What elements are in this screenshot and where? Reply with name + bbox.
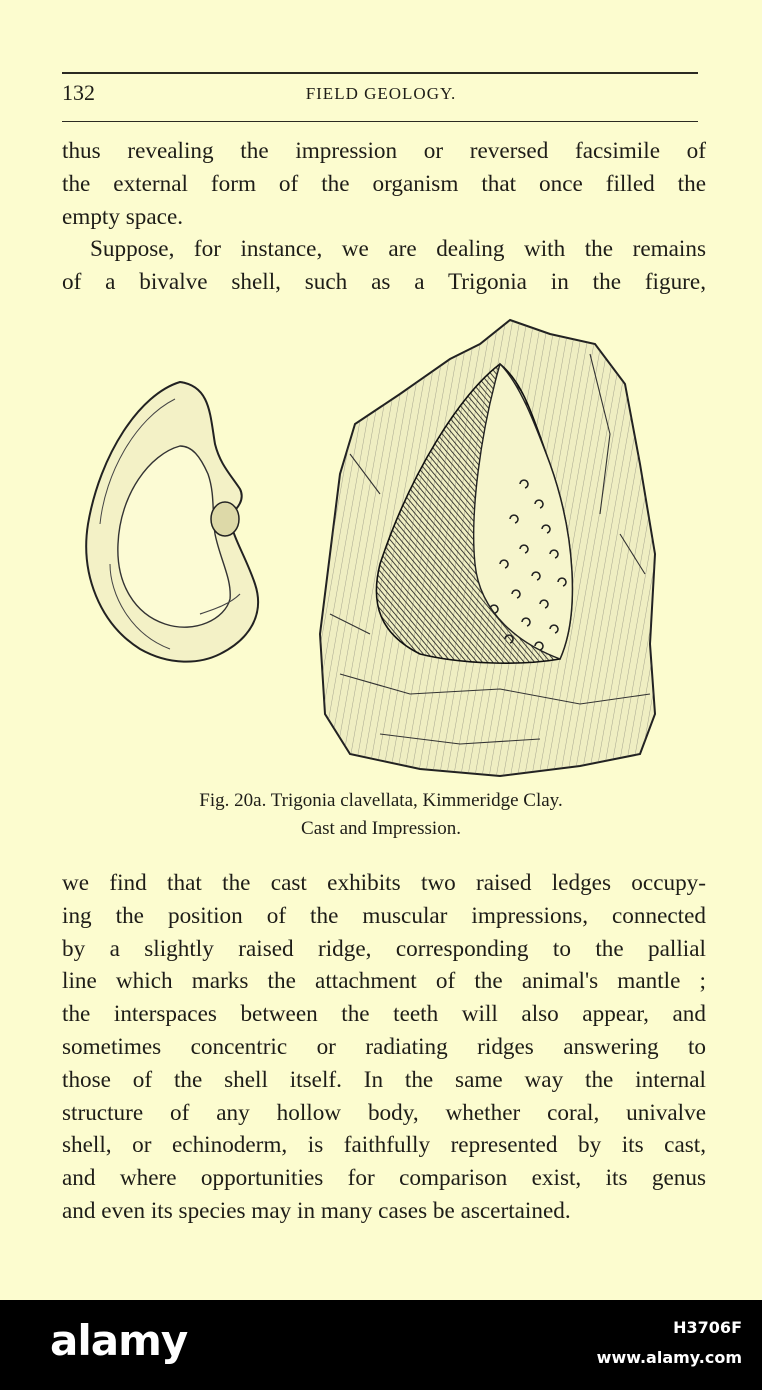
header-rule-top bbox=[62, 72, 698, 74]
rock-cast-drawing bbox=[320, 320, 655, 776]
text-line: and even its species may in many cases be ascertained. bbox=[62, 1197, 571, 1224]
text-line: the external form of the organism that once filled the bbox=[62, 170, 706, 197]
header-rule-bottom bbox=[62, 121, 698, 122]
text-line: shell, or echinoderm, is faithfully represented by its cast, bbox=[62, 1132, 706, 1159]
text-line: ing the position of the muscular impressions, connected bbox=[62, 902, 706, 929]
text-line: structure of any hollow body, whether coral, univalve bbox=[62, 1099, 706, 1126]
text-line: those of the shell itself. In the same way the internal bbox=[62, 1066, 706, 1093]
text-line: we find that the cast exhibits two raised ledges occupy- bbox=[62, 870, 706, 896]
text-line: Suppose, for instance, we are dealing with the remains bbox=[90, 236, 706, 263]
running-head: FIELD GEOLOGY. bbox=[305, 84, 457, 103]
text-line: of a bivalve shell, such as a Trigonia in the figure, bbox=[62, 269, 706, 296]
paragraph-bottom bbox=[62, 867, 706, 1228]
text-line: line which marks the attachment of the animal's mantle ; bbox=[62, 968, 706, 995]
text-line: sometimes concentric or radiating ridges answering to bbox=[62, 1033, 706, 1060]
text-line: the interspaces between the teeth will also appear, and bbox=[62, 1001, 706, 1028]
text-line: and where opportunities for comparison exist, its genus bbox=[62, 1165, 706, 1192]
alamy-logo: alamy bbox=[50, 1316, 188, 1365]
site-url: www.alamy.com bbox=[596, 1348, 742, 1367]
image-id: H3706F bbox=[673, 1318, 742, 1337]
text-line: by a slightly raised ridge, corresponding to the pallial bbox=[62, 935, 706, 962]
figure-caption-line1: Fig. 20a. Trigonia clavellata, Kimmeridge Clay. bbox=[199, 790, 563, 811]
page-number: 132 bbox=[62, 80, 95, 105]
shell-impression-drawing bbox=[86, 382, 258, 662]
figure-caption-line2: Cast and Impression. bbox=[301, 818, 461, 839]
trigonia-figure bbox=[80, 314, 670, 784]
text-line: thus revealing the impression or reversed facsimile of bbox=[62, 138, 706, 164]
text-line: empty space. bbox=[62, 203, 184, 230]
paragraph-top bbox=[62, 135, 706, 299]
